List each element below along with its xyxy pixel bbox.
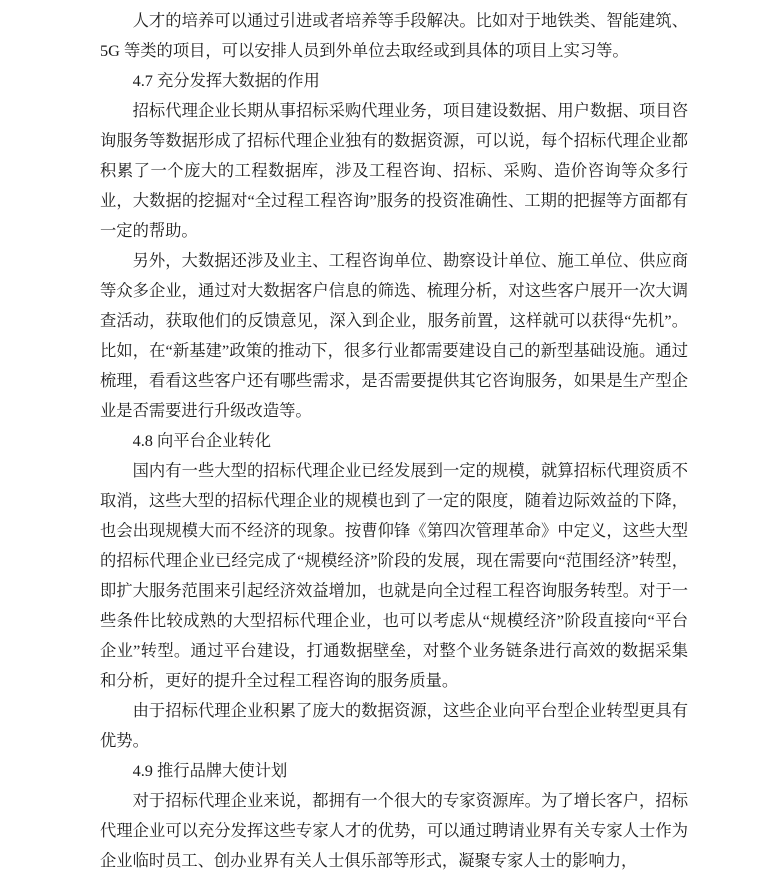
paragraph-brand-ambassador: 对于招标代理企业来说，都拥有一个很大的专家资源库。为了增长客户，招标代理企业可以充分发挥这些专家人才的优势，可以通过聘请业界有关专家人士作为企业临时员工、创办业界有关人士俱乐部等形式，凝聚专家人士的影响力， (100, 791, 688, 870)
section-heading-4-9: 4.9 推行品牌大使计划 (132, 761, 288, 780)
paragraph-big-data-clients: 另外，大数据还涉及业主、工程咨询单位、勘察设计单位、施工单位、供应商等众多企业，通过对大数据客户信息的筛选、梳理分析，对这些客户展开一次大调查活动，获取他们的反馈意见，深入到企业，服务前置，这样就可以获得“先机”。比如，在“新基建”政策的推动下，很多行业都需要建设自己的新型基础设施。通过梳理，看看这些客户还有哪些需求，是否需要提供其它咨询服务，如果是生产型企业是否需要进行升级改造等。 (100, 251, 688, 420)
paragraph-talent-training: 人才的培养可以通过引进或者培养等手段解决。比如对于地铁类、智能建筑、5G 等类的项目，可以安排人员到外单位去取经或到具体的项目上实习等。 (100, 11, 688, 60)
paragraph-platform-transformation: 国内有一些大型的招标代理企业已经发展到一定的规模，就算招标代理资质不取消，这些大型的招标代理企业的规模也到了一定的限度，随着边际效益的下降，也会出现规模大而不经济的现象。按曹仰锋《第四次管理革命》中定义，这些大型的招标代理企业已经完成了“规模经济”阶段的发展，现在需要向“范围经济”转型，即扩大服务范围来引起经济效益增加，也就是向全过程工程咨询服务转型。对于一些条件比较成熟的大型招标代理企业，也可以考虑从“规模经济”阶段直接向“平台企业”转型。通过平台建设，打通数据壁垒，对整个业务链条进行高效的数据采集和分析，更好的提升全过程工程咨询的服务质量。 (100, 461, 688, 690)
section-heading-4-7: 4.7 充分发挥大数据的作用 (132, 71, 320, 90)
paragraph-platform-advantage: 由于招标代理企业积累了庞大的数据资源，这些企业向平台型企业转型更具有优势。 (100, 701, 688, 750)
section-heading-4-8: 4.8 向平台企业转化 (132, 431, 271, 450)
paragraph-big-data-resources: 招标代理企业长期从事招标采购代理业务，项目建设数据、用户数据、项目咨询服务等数据形成了招标代理企业独有的数据资源，可以说，每个招标代理企业都积累了一个庞大的工程数据库，涉及工程咨询、招标、采购、造价咨询等众多行业，大数据的挖掘对“全过程工程咨询”服务的投资准确性、工期的把握等方面都有一定的帮助。 (100, 101, 688, 240)
